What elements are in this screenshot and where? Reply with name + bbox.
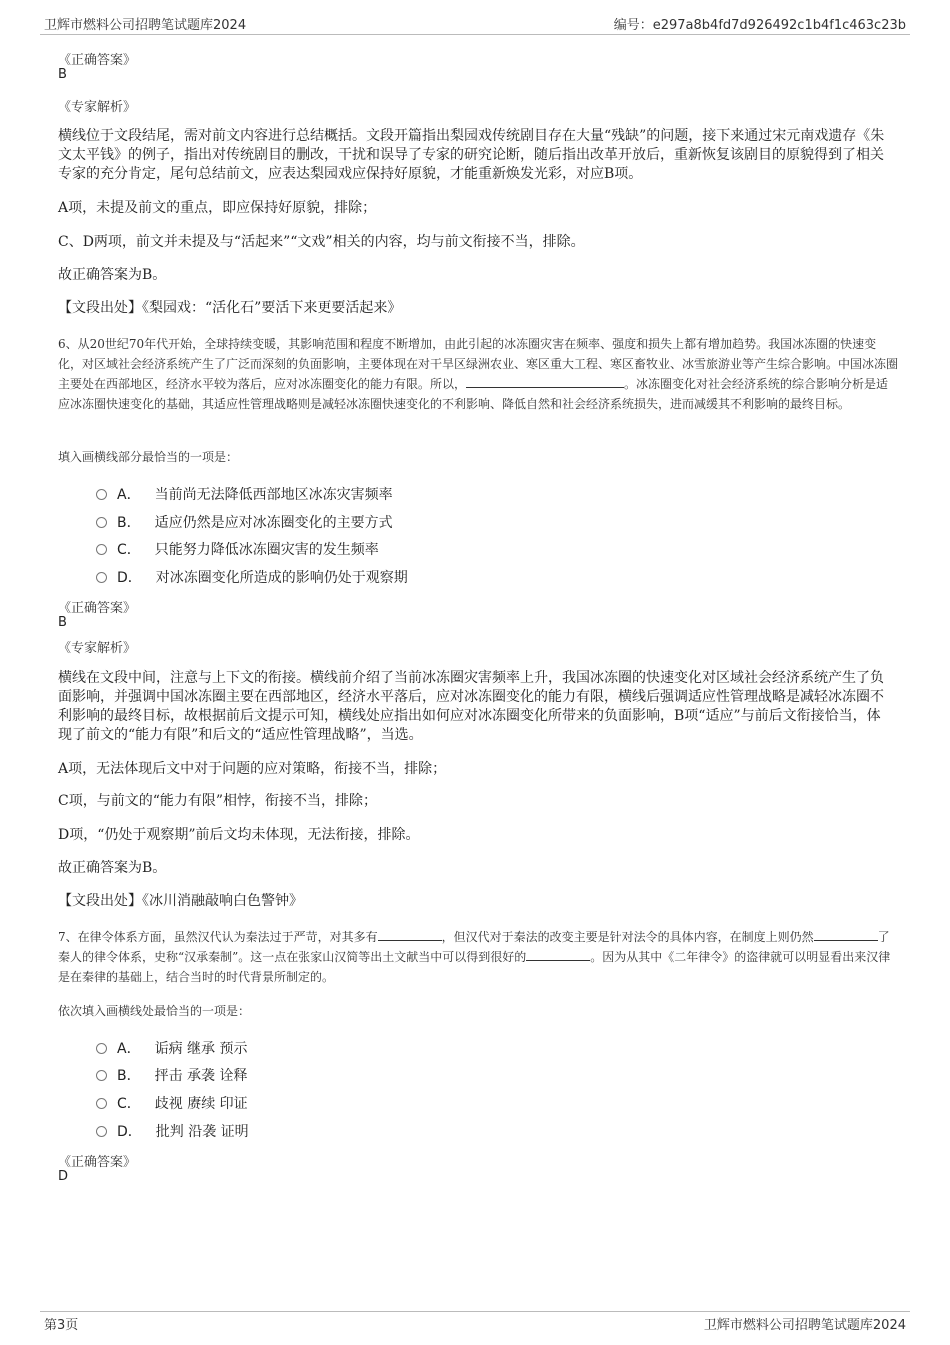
- option-c[interactable]: C． 只能努力降低冰冻圈灾害的发生频率: [96, 539, 379, 559]
- answer-value: B: [58, 67, 67, 82]
- source-citation: 【文段出处】《梨园戏：“活化石”要活下来更要活起来》: [58, 300, 402, 316]
- option-a[interactable]: A． 当前尚无法降低西部地区冰冻灾害频率: [96, 484, 393, 504]
- question-6-text: 6、从20世纪70年代开始，全球持续变暖，其影响范围和程度不断增加，由此引起的冰冻圈灾害在频率、强度和损失上都有增加趋势。我国冰冻圈的快速变化，对区域社会经济系统产生了广泛而深刻的负面影响，主要体现在对干旱区绿洲农业、寒区重大工程、寒区畜牧业、冰雪旅游业等产生综合影响。中国冰冻圈主要处在西部地区，经济水平较为落后，应对冰冻圈变化的能力有限。所以，: [58, 337, 899, 391]
- analysis-paragraph: C、D两项，前文并未提及与“活起来”“文戏”相关的内容，均与前文衔接不当，排除。: [58, 234, 585, 250]
- analysis-paragraph: A项，无法体现后文中对于问题的应对策略，衔接不当，排除；: [58, 761, 447, 777]
- fill-blank: [526, 947, 590, 961]
- analysis-paragraph: C项，与前文的“能力有限”相悖，衔接不当，排除；: [58, 793, 378, 809]
- answer-label: 《正确答案》: [58, 1155, 137, 1170]
- analysis-paragraph: A项，未提及前文的重点，即应保持好原貌，排除；: [58, 200, 377, 216]
- radio-icon[interactable]: [96, 1098, 107, 1109]
- option-b[interactable]: B． 抨击 承袭 诠释: [96, 1065, 248, 1085]
- option-d[interactable]: D． 对冰冻圈变化所造成的影响仍处于观察期: [96, 567, 408, 587]
- option-b[interactable]: B． 适应仍然是应对冰冻圈变化的主要方式: [96, 512, 393, 532]
- source-citation: 【文段出处】《冰川消融敲响白色警钟》: [58, 893, 303, 909]
- analysis-label: 《专家解析》: [58, 641, 137, 656]
- page-number: 第3页: [44, 1318, 79, 1333]
- radio-icon[interactable]: [96, 1043, 107, 1054]
- analysis-paragraph: 横线在文段中间，注意与上下文的衔接。横线前介绍了当前冰冻圈灾害频率上升，我国冰冻圈的快速变化对区域社会经济系统产生了负面影响，并强调中国冰冻圈主要在西部地区，经济水平落后，应对冰冻圈变化的能力有限，横线后强调适应性管理战略是减轻冰冻圈不利影响的最终目标，故根据前后文提示可知，横线处应指出如何应对冰冻圈变化所带来的负面影响，B项“适应”与前后文衔接恰当，体现了前文的“能力有限”和后文的“适应性管理战略”，当选。: [58, 670, 884, 743]
- answer-value: D: [58, 1169, 69, 1184]
- fill-blank: [466, 374, 624, 388]
- analysis-conclusion: 故正确答案为B。: [58, 860, 167, 876]
- question-6-text: 。冰冻圈变化对社会经济系统的综合影响分析是适应冰冻圈快速变化的基础，其适应性管理战略则是减轻冰冻圈快速变化的不利影响、降低自然和社会经济系统损失，进而减缓其不利影响的最终目标。: [58, 377, 889, 411]
- analysis-paragraph: D项，“仍处于观察期”前后文均未体现，无法衔接，排除。: [58, 827, 420, 843]
- question-7-prompt: 依次填入画横线处最恰当的一项是：: [58, 1004, 251, 1018]
- radio-icon[interactable]: [96, 544, 107, 555]
- option-d[interactable]: D． 批判 沿袭 证明: [96, 1121, 249, 1141]
- analysis-paragraph: 横线位于文段结尾，需对前文内容进行总结概括。文段开篇指出梨园戏传统剧目存在大量“残缺”的问题，接下来通过宋元南戏遗存《朱文太平钱》的例子，指出对传统剧目的删改，干扰和误导了专家的研究论断，随后指出改革开放后，重新恢复该剧目的原貌得到了相关专家的充分肯定，尾句总结前文，应表达梨园戏应保持好原貌，才能重新焕发光彩，对应B项。: [58, 128, 885, 182]
- radio-icon[interactable]: [96, 517, 107, 528]
- question-7-stem: 7、在律令体系方面，虽然汉代认为秦法过于严苛，对其多有 ，但汉代对于秦法的改变主要是针对法令的具体内容，在制度上则仍然 了秦人的律令体系，史称“汉承秦制”。这一点在张家山汉简等出土文献当中可以得到很好的 。因为从其中《二年律令》的盗律就可以明显看出来汉律是在秦律的基础上，结合当时的时代背景所制定的。: [58, 927, 898, 987]
- radio-icon[interactable]: [96, 489, 107, 500]
- question-6-prompt: 填入画横线部分最恰当的一项是：: [58, 450, 239, 464]
- analysis-conclusion: 故正确答案为B。: [58, 267, 167, 283]
- radio-icon[interactable]: [96, 572, 107, 583]
- answer-label: 《正确答案》: [58, 53, 137, 68]
- document-code: 编号：e297a8b4fd7d926492c1b4f1c463c23b: [613, 18, 906, 33]
- header-rule: [40, 34, 910, 35]
- option-c[interactable]: C． 歧视 赓续 印证: [96, 1093, 248, 1113]
- answer-value: B: [58, 615, 67, 630]
- answer-label: 《正确答案》: [58, 601, 137, 616]
- footer-title: 卫辉市燃料公司招聘笔试题库2024: [703, 1318, 906, 1333]
- radio-icon[interactable]: [96, 1070, 107, 1081]
- footer-rule: [40, 1311, 910, 1312]
- radio-icon[interactable]: [96, 1126, 107, 1137]
- fill-blank: [814, 927, 878, 941]
- fill-blank: [378, 927, 442, 941]
- question-6-stem: [58, 334, 898, 414]
- analysis-label: 《专家解析》: [58, 100, 137, 115]
- option-a[interactable]: A． 诟病 继承 预示: [96, 1038, 247, 1058]
- header-title: 卫辉市燃料公司招聘笔试题库2024: [44, 18, 247, 33]
